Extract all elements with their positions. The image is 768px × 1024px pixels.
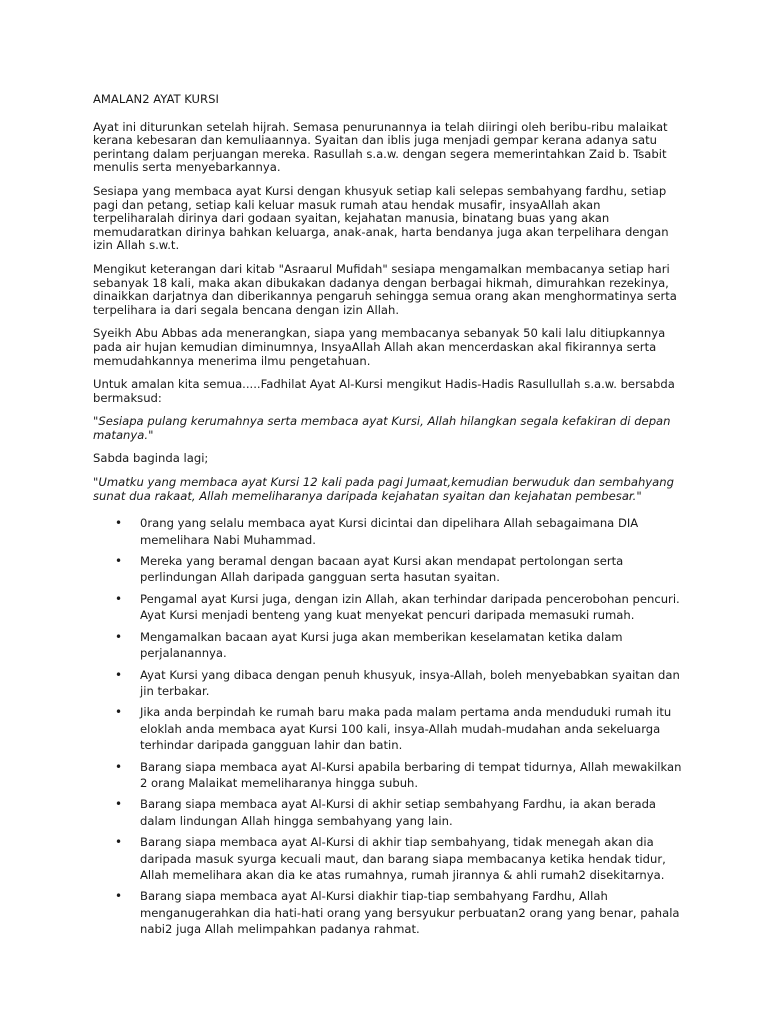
quote-open-mark: " (93, 414, 99, 429)
paragraph: Mengikut keterangan dari kitab "Asraarul Mufidah" sesiapa mengamalkan membacanya setiap hari sebanyak 18 kali, maka akan dibukakan dadanya dengan berbagai hikmah, dimurahkan rezekinya, dinaikkan darjatnya dan diberikannya pengaruh sehingga semua orang akan menghormatinya serta terpelihara ia dari segala bencana dengan izin Allah. (93, 261, 677, 317)
bullet-icon: • (115, 835, 123, 850)
bullet-icon: • (115, 629, 123, 644)
bullet-icon: • (115, 759, 123, 774)
bullet-icon: • (115, 705, 123, 720)
fadhilat-list (93, 515, 683, 937)
quote-text: Umatku yang membaca ayat Kursi 12 kali pada pagi Jumaat,kemudian berwuduk dan sembahyang sunat dua rakaat, Allah memeliharanya daripada kejahatan syaitan dan kejahatan pembesar. (93, 475, 674, 503)
list-item-text: Mereka yang beramal dengan bacaan ayat Kursi akan mendapat pertolongan serta perlindungan Allah daripada gangguan serta hasutan syaitan. (140, 554, 624, 585)
list-item-text: Pengamal ayat Kursi juga, dengan izin Allah, akan terhindar daripada pencerobohan pencuri. Ayat Kursi menjadi benteng yang kuat menyekat pencuri daripada memasuki rumah. (140, 591, 680, 623)
list-item-text: 0rang yang selalu membaca ayat Kursi dicintai dan dipelihara Allah sebagaimana DIA memelihara Nabi Muhammad. (140, 516, 639, 547)
list-item-text: Barang siapa membaca ayat Al-Kursi diakhir tiap-tiap sembahyang Fardhu, Allah menganugerahkan dia hati-hati orang yang bersyukur perbuatan2 orang yang benar, pahala nabi2 juga Allah melimpahkan padanya rahmat. (140, 889, 680, 937)
list-item-text: Ayat Kursi yang dibaca dengan penuh khusyuk, insya-Allah, boleh menyebabkan syaitan dan jin terbakar. (140, 667, 680, 698)
quote-open-mark: " (93, 475, 99, 490)
bullet-icon: • (115, 591, 123, 606)
list-item (93, 759, 683, 792)
list-item-text: Jika anda berpindah ke rumah baru maka pada malam pertama anda menduduki rumah itu eloklah anda membaca ayat Kursi 100 kali, insya-Allah mudah-mudahan anda sekeluarga terhindar daripada gangguan lahir dan batin. (140, 705, 672, 753)
list-item-text: Mengamalkan bacaan ayat Kursi juga akan memberikan keselamatan ketika dalam perjalanannya. (140, 629, 623, 661)
paragraph: Untuk amalan kita semua.....Fadhilat Ayat Al-Kursi mengikut Hadis-Hadis Rasullullah s.a.w. bersabda bermaksud: (93, 377, 675, 405)
hadith-quote (93, 476, 683, 503)
document-page (93, 93, 683, 943)
quote-text: Sesiapa pulang kerumahnya serta membaca ayat Kursi, Allah hilangkan segala kefakiran di depan matanya. (93, 414, 671, 442)
paragraph: Sesiapa yang membaca ayat Kursi dengan khusyuk setiap kali selepas sembahyang fardhu, setiap pagi dan petang, setiap kali keluar masuk rumah atau hendak musafir, insyaAllah akan terpeliharalah dirinya dari godaan syaitan, kejahatan manusia, binatang buas yang akan memudaratkan dirinya bahkan keluarga, anak-anak, harta bendanya juga akan terpelihara dengan izin Allah s.w.t. (93, 183, 669, 253)
bullet-icon: • (115, 667, 123, 682)
list-item (93, 591, 683, 624)
hadith-quote (93, 415, 683, 442)
bullet-icon: • (115, 554, 123, 569)
document-title: AMALAN2 AYAT KURSI (93, 92, 219, 106)
bullet-icon: • (115, 516, 123, 531)
list-item (93, 704, 683, 753)
bullet-icon: • (115, 797, 123, 812)
quote-close-mark: " (148, 427, 154, 442)
paragraph: Syeikh Abu Abbas ada menerangkan, siapa yang membacanya sebanyak 50 kali lalu ditiupkannya pada air hujan kemudian diminumnya, InsyaAllah Allah akan mencerdaskan akal fikirannya serta memudahkannya menerima ilmu pengetahuan. (93, 326, 666, 368)
quote-close-mark: " (636, 488, 642, 503)
list-item (93, 553, 683, 586)
list-item (93, 796, 683, 829)
list-item (93, 888, 683, 937)
list-item (93, 515, 683, 548)
sabda-line: Sabda baginda lagi; (93, 451, 209, 466)
list-item-text: Barang siapa membaca ayat Al-Kursi di akhir tiap sembahyang, tidak menegah akan dia daripada masuk syurga kecuali maut, dan barang siapa membacanya ketika hendak tidur, Allah memelihara akan dia ke atas rumahnya, rumah jirannya & ahli rumah2 disekitarnya. (140, 835, 666, 882)
list-item (93, 834, 683, 883)
paragraph: Ayat ini diturunkan setelah hijrah. Semasa penurunannya ia telah diiringi oleh beribu-ribu malaikat kerana kebesaran dan kemuliaannya. Syaitan dan iblis juga menjadi gempar kerana adanya satu perintang dalam perjuangan mereka. Rasullah s.a.w. dengan segera memerintahkan Zaid b. Tsabit menulis serta menyebarkannya. (93, 119, 668, 175)
list-item-text: Barang siapa membaca ayat Al-Kursi apabila berbaring di tempat tidurnya, Allah mewakilkan 2 orang Malaikat memeliharanya hingga subuh. (140, 759, 682, 790)
bullet-icon: • (115, 889, 123, 904)
list-item (93, 667, 683, 700)
list-item (93, 629, 683, 662)
list-item-text: Barang siapa membaca ayat Al-Kursi di akhir setiap sembahyang Fardhu, ia akan berada dalam lindungan Allah hingga sembahyang yang lain. (140, 797, 657, 828)
